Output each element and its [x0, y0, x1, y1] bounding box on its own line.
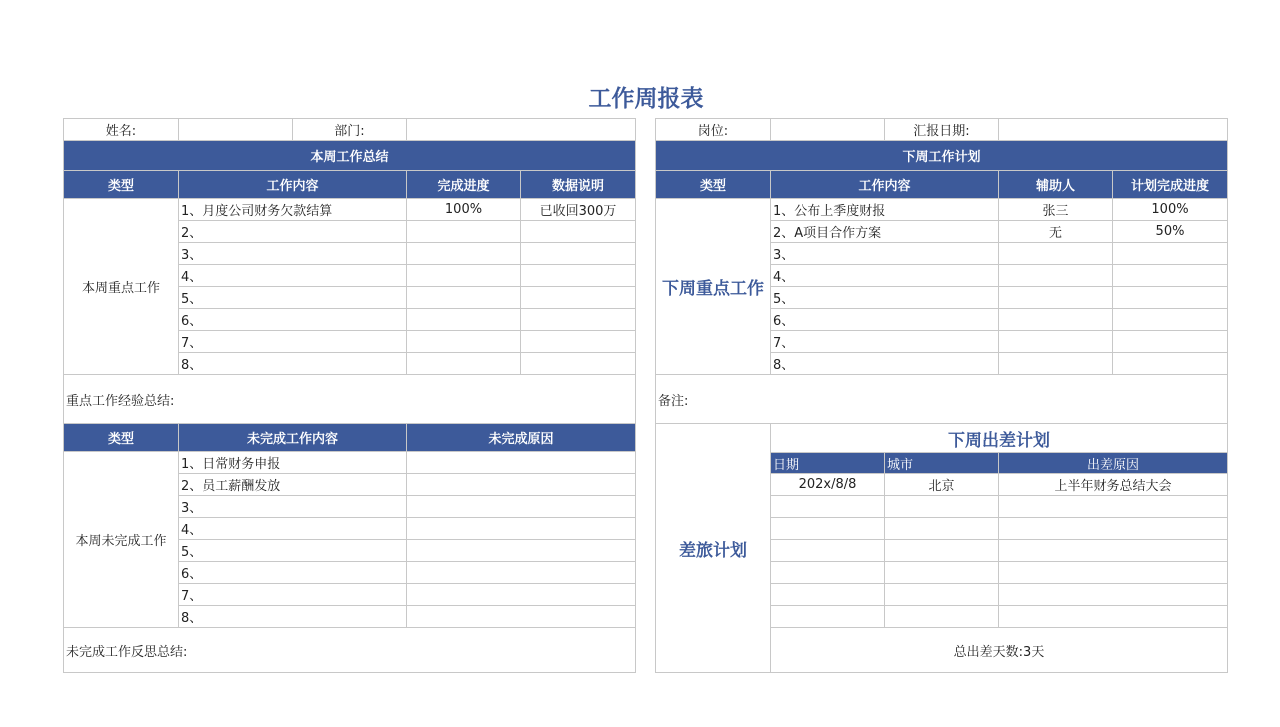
position-label: 岗位: [656, 119, 771, 141]
travel-type-cell: 差旅计划 [656, 424, 771, 673]
content-cell[interactable]: 7、 [771, 331, 999, 353]
report-date-field[interactable] [999, 119, 1228, 141]
content-cell[interactable]: 3、 [179, 243, 407, 265]
unfinished-content-cell[interactable]: 2、员工薪酬发放 [179, 474, 407, 496]
content-cell[interactable]: 7、 [179, 331, 407, 353]
content-cell[interactable]: 5、 [771, 287, 999, 309]
name-label: 姓名: [64, 119, 179, 141]
progress-cell[interactable] [407, 265, 521, 287]
summary-section-header: 本周工作总结 [64, 141, 636, 171]
travel-reason-cell[interactable] [999, 518, 1228, 540]
table-row [656, 199, 1228, 221]
content-cell[interactable]: 3、 [771, 243, 999, 265]
helper-cell[interactable] [999, 309, 1113, 331]
column-header-row [656, 171, 1228, 199]
table-row [64, 199, 636, 221]
unfinished-content-cell[interactable]: 8、 [179, 606, 407, 628]
unfinished-content-cell[interactable]: 3、 [179, 496, 407, 518]
next-type-cell: 下周重点工作 [656, 199, 771, 375]
table-row [64, 452, 636, 474]
plan-progress-cell[interactable] [1113, 265, 1228, 287]
content-cell[interactable]: 1、公布上季度财报 [771, 199, 999, 221]
progress-cell[interactable] [407, 331, 521, 353]
plan-progress-cell[interactable] [1113, 353, 1228, 375]
type-cell: 本周重点工作 [64, 199, 179, 375]
content-cell[interactable]: 1、月度公司财务欠款结算 [179, 199, 407, 221]
column-header-note: 数据说明 [521, 171, 636, 199]
column-header-type: 类型 [64, 171, 179, 199]
content-cell[interactable]: 6、 [771, 309, 999, 331]
column-header-city: 城市 [885, 453, 999, 474]
helper-cell[interactable]: 无 [999, 221, 1113, 243]
content-cell[interactable]: 4、 [179, 265, 407, 287]
progress-cell[interactable] [407, 309, 521, 331]
unfinished-reason-cell[interactable] [407, 540, 636, 562]
plan-progress-cell[interactable] [1113, 309, 1228, 331]
progress-cell[interactable]: 100% [407, 199, 521, 221]
column-header-travel-reason: 出差原因 [999, 453, 1228, 474]
progress-cell[interactable] [407, 221, 521, 243]
travel-reason-cell[interactable] [999, 562, 1228, 584]
travel-reason-cell[interactable] [999, 540, 1228, 562]
unfinished-content-cell[interactable]: 6、 [179, 562, 407, 584]
helper-cell[interactable] [999, 243, 1113, 265]
content-cell[interactable]: 5、 [179, 287, 407, 309]
note-cell[interactable] [521, 287, 636, 309]
travel-reason-cell[interactable] [999, 584, 1228, 606]
progress-cell[interactable] [407, 287, 521, 309]
unfinished-content-cell[interactable]: 7、 [179, 584, 407, 606]
column-header-row [64, 171, 636, 199]
plan-progress-cell[interactable]: 50% [1113, 221, 1228, 243]
note-cell[interactable] [521, 331, 636, 353]
helper-cell[interactable] [999, 265, 1113, 287]
info-row [64, 119, 636, 141]
content-cell[interactable]: 2、 [179, 221, 407, 243]
note-cell[interactable] [521, 309, 636, 331]
plan-progress-cell[interactable] [1113, 287, 1228, 309]
column-header-helper: 辅助人 [999, 171, 1113, 199]
unfinished-type-cell: 本周未完成工作 [64, 452, 179, 628]
experience-summary-field[interactable]: 重点工作经验总结: [64, 375, 636, 424]
note-cell[interactable] [521, 353, 636, 375]
column-header-date: 日期 [771, 453, 885, 474]
unfinished-content-cell[interactable]: 4、 [179, 518, 407, 540]
unfinished-reason-cell[interactable] [407, 562, 636, 584]
column-header-unfinished-content: 未完成工作内容 [179, 424, 407, 452]
plan-progress-cell[interactable] [1113, 243, 1228, 265]
progress-cell[interactable] [407, 243, 521, 265]
note-cell[interactable] [521, 265, 636, 287]
plan-progress-cell[interactable]: 100% [1113, 199, 1228, 221]
travel-city-cell[interactable] [885, 584, 999, 606]
travel-reason-cell[interactable] [999, 606, 1228, 628]
travel-total-days: 总出差天数:3天 [771, 628, 1228, 673]
dept-field[interactable] [407, 119, 636, 141]
travel-plan-title: 下周出差计划 [771, 424, 1228, 453]
content-cell[interactable]: 8、 [771, 353, 999, 375]
unfinished-content-cell[interactable]: 1、日常财务申报 [179, 452, 407, 474]
travel-date-cell[interactable]: 202x/8/8 [771, 474, 885, 496]
plan-section-header: 下周工作计划 [656, 141, 1228, 171]
progress-cell[interactable] [407, 353, 521, 375]
content-cell[interactable]: 4、 [771, 265, 999, 287]
report-date-label: 汇报日期: [885, 119, 999, 141]
remarks-field[interactable]: 备注: [656, 375, 1228, 424]
travel-city-cell[interactable] [885, 606, 999, 628]
unfinished-content-cell[interactable]: 5、 [179, 540, 407, 562]
travel-city-cell[interactable] [885, 562, 999, 584]
travel-date-cell[interactable] [771, 562, 885, 584]
travel-date-cell[interactable] [771, 540, 885, 562]
next-week-plan-table [655, 118, 1228, 673]
travel-date-cell[interactable] [771, 584, 885, 606]
column-header-type: 类型 [656, 171, 771, 199]
content-cell[interactable]: 6、 [179, 309, 407, 331]
note-cell[interactable]: 已收回300万 [521, 199, 636, 221]
travel-city-cell[interactable] [885, 540, 999, 562]
unfinished-reason-cell[interactable] [407, 474, 636, 496]
plan-progress-cell[interactable] [1113, 331, 1228, 353]
dept-label: 部门: [293, 119, 407, 141]
info-row [656, 119, 1228, 141]
travel-date-cell[interactable] [771, 496, 885, 518]
helper-cell[interactable] [999, 287, 1113, 309]
note-cell[interactable] [521, 221, 636, 243]
page-title: 工作周报表 [588, 86, 704, 112]
column-header-unfinished-reason: 未完成原因 [407, 424, 636, 452]
travel-city-cell[interactable] [885, 496, 999, 518]
unfinished-reason-cell[interactable] [407, 452, 636, 474]
travel-date-cell[interactable] [771, 518, 885, 540]
helper-cell[interactable] [999, 353, 1113, 375]
column-header-type: 类型 [64, 424, 179, 452]
helper-cell[interactable] [999, 331, 1113, 353]
position-field[interactable] [771, 119, 885, 141]
helper-cell[interactable]: 张三 [999, 199, 1113, 221]
unfinished-reason-cell[interactable] [407, 496, 636, 518]
travel-city-cell[interactable] [885, 518, 999, 540]
travel-reason-cell[interactable]: 上半年财务总结大会 [999, 474, 1228, 496]
column-header-content: 工作内容 [771, 171, 999, 199]
column-header-plan-progress: 计划完成进度 [1113, 171, 1228, 199]
name-field[interactable] [179, 119, 293, 141]
travel-reason-cell[interactable] [999, 496, 1228, 518]
unfinished-reason-cell[interactable] [407, 518, 636, 540]
column-header-progress: 完成进度 [407, 171, 521, 199]
unfinished-reason-cell[interactable] [407, 606, 636, 628]
column-header-content: 工作内容 [179, 171, 407, 199]
reflection-summary-field[interactable]: 未完成工作反思总结: [64, 628, 636, 673]
travel-date-cell[interactable] [771, 606, 885, 628]
unfinished-header-row [64, 424, 636, 452]
weekly-summary-table [63, 118, 636, 673]
unfinished-reason-cell[interactable] [407, 584, 636, 606]
note-cell[interactable] [521, 243, 636, 265]
content-cell[interactable]: 8、 [179, 353, 407, 375]
travel-city-cell[interactable]: 北京 [885, 474, 999, 496]
content-cell[interactable]: 2、A项目合作方案 [771, 221, 999, 243]
